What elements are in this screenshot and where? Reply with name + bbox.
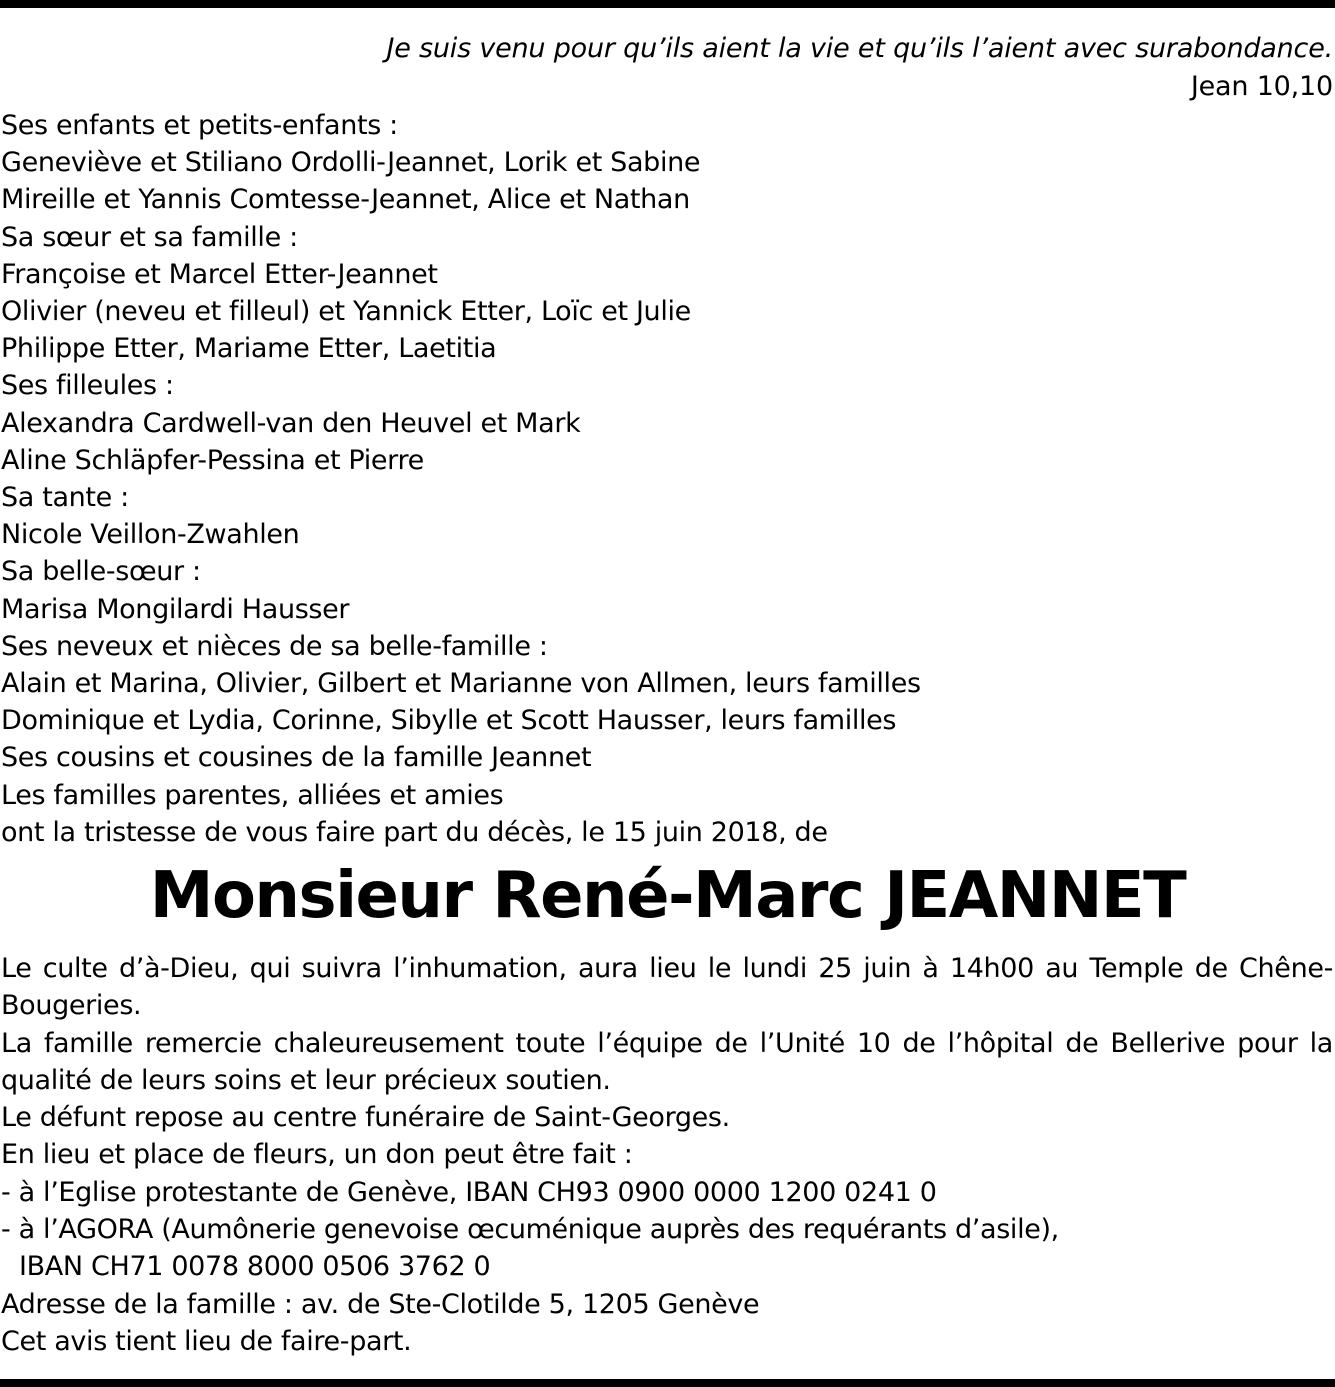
family-line: Ses enfants et petits-enfants : [1, 110, 398, 141]
closing-note: Cet avis tient lieu de faire-part. [1, 1325, 412, 1357]
family-line: Ses neveux et nièces de sa belle-famille : [1, 630, 548, 662]
family-line: Dominique et Lydia, Corinne, Sibylle et Scott Hausser, leurs familles [1, 705, 897, 737]
family-line: Olivier (neveu et filleul) et Yannick Etter, Loïc et Julie [1, 296, 691, 328]
family-line: Nicole Veillon-Zwahlen [1, 519, 300, 551]
service-details [1, 950, 1333, 1360]
bottom-border-rule [0, 1379, 1335, 1387]
family-line: Sa tante : [1, 482, 129, 514]
family-line: Alain et Marina, Olivier, Gilbert et Marianne von Allmen, leurs familles [1, 668, 921, 700]
epigraph [386, 30, 1333, 106]
announcement-line: ont la tristesse de vous faire part du décès, le 15 juin 2018, de [1, 816, 828, 848]
donation-item-agora: - à l’AGORA (Aumônerie genevoise œcuménique auprès des requérants d’asile), [1, 1214, 1059, 1246]
family-list [1, 107, 921, 851]
family-line: Les familles parentes, alliées et amies [1, 779, 504, 811]
family-line: Geneviève et Stiliano Ordolli-Jeannet, Lorik et Sabine [1, 147, 701, 179]
family-line: Ses filleules : [1, 370, 174, 402]
ceremony-text: Le culte d’à-Dieu, qui suivra l’inhumation, aura lieu le lundi 25 juin à 14h00 au Temple de Chêne-Bougeries. [1, 953, 1333, 1022]
epigraph-reference: Jean 10,10 [1190, 71, 1333, 102]
donation-item-eglise: - à l’Eglise protestante de Genève, IBAN CH93 0900 0000 1200 0241 0 [1, 1176, 937, 1208]
epigraph-quote: Je suis venu pour qu’ils aient la vie et qu’ils l’aient avec surabondance. [386, 33, 1333, 64]
family-address: Adresse de la famille : av. de Ste-Clotilde 5, 1205 Genève [1, 1288, 760, 1320]
family-line: Ses cousins et cousines de la famille Jeannet [1, 742, 592, 774]
family-line: Philippe Etter, Mariame Etter, Laetitia [1, 333, 497, 365]
family-line: Sa belle-sœur : [1, 556, 201, 588]
family-line: Sa sœur et sa famille : [1, 221, 298, 253]
deceased-name: Monsieur René-Marc JEANNET [149, 859, 1186, 933]
family-line: Alexandra Cardwell-van den Heuvel et Mark [1, 407, 581, 439]
family-line: Marisa Mongilardi Hausser [1, 593, 350, 625]
repose-text: Le défunt repose au centre funéraire de Saint-Georges. [1, 1102, 730, 1134]
thanks-text: La famille remercie chaleureusement toute l’équipe de l’Unité 10 de l’hôpital de Bellerive pour la qualité de leurs soins et leur précieux soutien. [1, 1027, 1333, 1096]
donation-intro: En lieu et place de fleurs, un don peut être fait : [1, 1139, 633, 1171]
family-line: Mireille et Yannis Comtesse-Jeannet, Alice et Nathan [1, 184, 690, 216]
top-border-rule [0, 0, 1335, 8]
family-line: Françoise et Marcel Etter-Jeannet [1, 258, 438, 290]
donation-item-agora-iban: IBAN CH71 0078 8000 0506 3762 0 [19, 1251, 491, 1283]
family-line: Aline Schläpfer-Pessina et Pierre [1, 444, 424, 476]
